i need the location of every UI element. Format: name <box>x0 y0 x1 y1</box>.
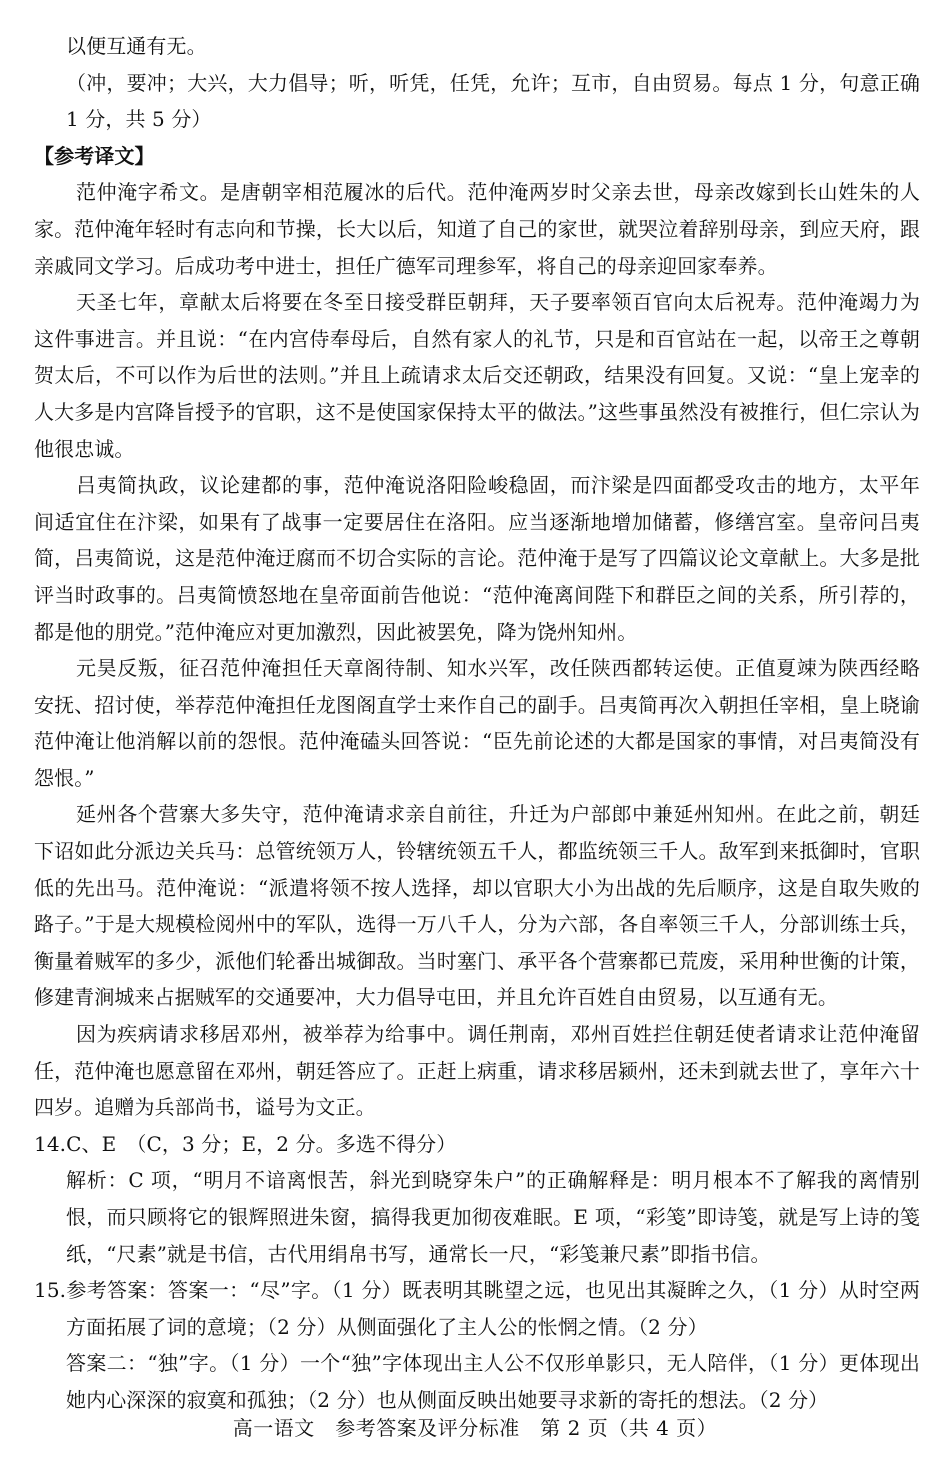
answer-14: 14.C、E （C，3 分；E，2 分。多选不得分） <box>34 1131 457 1156</box>
page-footer: 高一语文 参考答案及评分标准 第 2 页（共 4 页） <box>232 1416 718 1440</box>
translation-paragraph: 吕夷简执政，议论建都的事，范仲淹说洛阳险峻稳固，而汴梁是四面都受攻击的地方，太平年间适宜住在汴梁，如果有了战事一定要居住在洛阳。应当逐渐地增加储蓄，修缮宫室。皇帝问吕夷简，吕夷简说，这是范仲淹迂腐而不切合实际的言论。范仲淹于是写了四篇议论文章献上。大多是批评当时政事的。吕夷简愤怒地在皇帝面前告他说：“范仲淹离间陛下和群臣之间的关系，所引荐的，都是他的朋党。”范仲淹应对更加激烈，因此被罢免，降为饶州知州。 <box>34 473 920 644</box>
answer-14-explanation: 解析：C 项，“明月不谙离恨苦，斜光到晓穿朱户”的正确解释是：明月根本不了解我的离情别恨，而只顾将它的银辉照进朱窗，搞得我更加彻夜难眠。E 项，“彩笺”即诗笺，就是写上诗的笺纸，“尺素”就是书信，古代用绢帛书写，通常长一尺，“彩笺兼尺素”即指书信。 <box>66 1168 920 1266</box>
answer-13-scoring-note: （冲，要冲；大兴，大力倡导；听，听凭，任凭，允许；互市，自由贸易。每点 1 分，句意正确 1 分，共 5 分） <box>66 70 920 132</box>
translation-paragraph: 天圣七年，章献太后将要在冬至日接受群臣朝拜，天子要率领百官向太后祝寿。范仲淹竭力为这件事进言。并且说：“在内宫侍奉母后，自然有家人的礼节，只是和百官站在一起，以帝王之尊朝贺太后，不可以作为后世的法则。”并且上疏请求太后交还朝政，结果没有回复。又说：“皇上宠幸的人大多是内宫降旨授予的官职，这不是使国家保持太平的做法。”这些事虽然没有被推行，但仁宗认为他很忠诚。 <box>34 290 920 461</box>
translation-paragraph: 延州各个营寨大多失守，范仲淹请求亲自前往，升迁为户部郎中兼延州知州。在此之前，朝廷下诏如此分派边关兵马：总管统领万人，铃辖统领五千人，都监统领三千人。敌军到来抵御时，官职低的先出马。范仲淹说：“派遣将领不按人选择，却以官职大小为出战的先后顺序，这是自取失败的路子。”于是大规模检阅州中的军队，选得一万八千人，分为六部，各自率领三千人，分部训练士兵，衡量着贼军的多少，派他们轮番出城御敌。当时塞门、承平各个营寨都已荒废，采用种世衡的计策，修建青涧城来占据贼军的交通要冲，大力倡导屯田，并且允许百姓自由贸易，以互通有无。 <box>34 802 920 1010</box>
answer-15-option-2: 答案二：“独”字。（1 分）一个“独”字体现出主人公不仅形单影只，无人陪伴，（1 分）更体现出她内心深深的寂寞和孤独；（2 分）也从侧面反映出她要寻求新的寄托的想法。（2 分） <box>66 1351 920 1412</box>
translation-paragraph: 范仲淹字希文。是唐朝宰相范履冰的后代。范仲淹两岁时父亲去世，母亲改嫁到长山姓朱的人家。范仲淹年轻时有志向和节操，长大以后，知道了自己的家世，就哭泣着辞别母亲，到应天府，跟亲戚同文学习。后成功考中进士，担任广德军司理参军，将自己的母亲迎回家奉养。 <box>34 180 920 278</box>
answer-key-content <box>34 28 920 1419</box>
translation-paragraph: 因为疾病请求移居邓州，被举荐为给事中。调任荆南，邓州百姓拦住朝廷使者请求让范仲淹留任，范仲淹也愿意留在邓州，朝廷答应了。正赶上病重，请求移居颍州，还未到就去世了，享年六十四岁。追赠为兵部尚书，谥号为文正。 <box>34 1022 920 1120</box>
answer-13-closing-line: 以便互通有无。 <box>66 34 207 58</box>
answer-15-option-1: 15.参考答案：答案一：“尽”字。（1 分）既表明其眺望之远，也见出其凝眸之久，（1 分）从时空两方面拓展了词的意境；（2 分）从侧面强化了主人公的怅惘之情。（2 分） <box>34 1278 920 1339</box>
reference-translation-heading: 【参考译文】 <box>34 143 155 168</box>
translation-paragraph: 元昊反叛，征召范仲淹担任天章阁待制、知水兴军，改任陕西都转运使。正值夏竦为陕西经略安抚、招讨使，举荐范仲淹担任龙图阁直学士来作自己的副手。吕夷简再次入朝担任宰相，皇上晓谕范仲淹让他消解以前的怨恨。范仲淹磕头回答说：“臣先前论述的大都是国家的事情，对吕夷简没有怨恨。” <box>34 656 920 790</box>
